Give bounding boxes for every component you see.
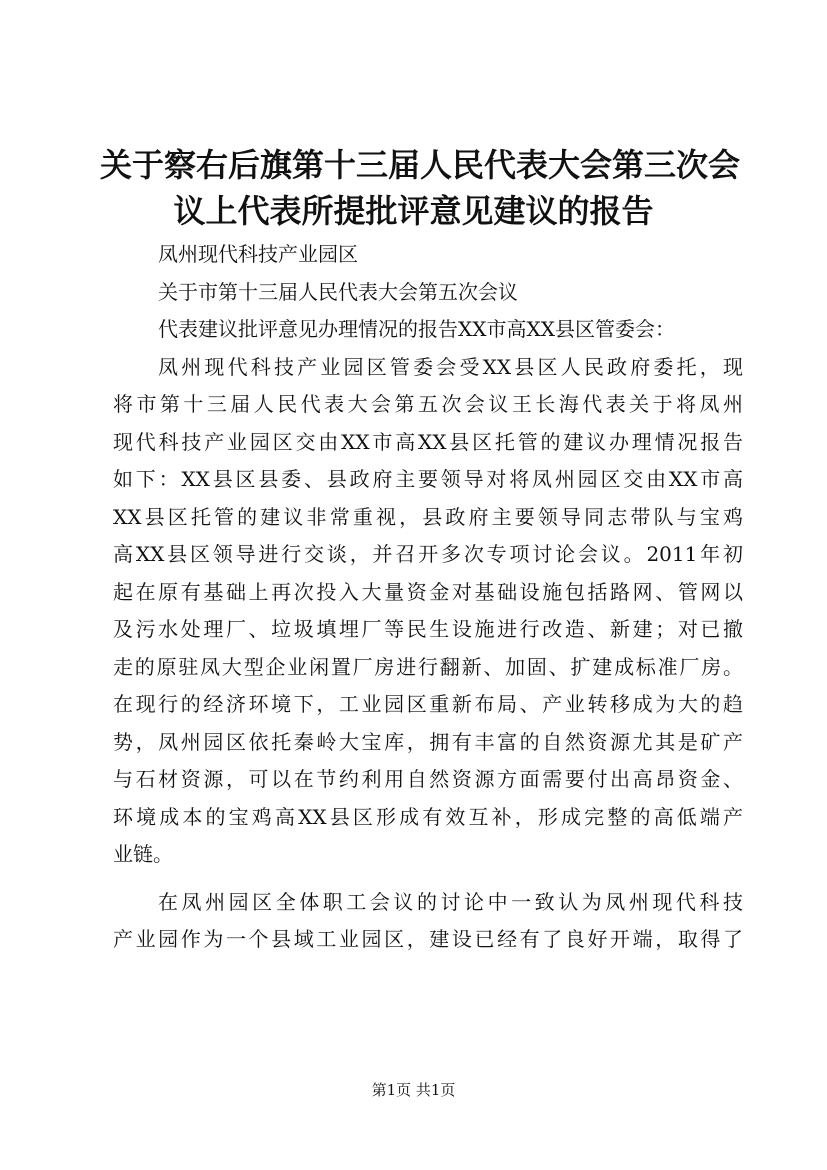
organization-line: 凤州现代科技产业园区: [158, 242, 358, 266]
paragraph-line: 在凤州园区全体职工会议的讨论中一致认为凤州现代科技: [158, 889, 743, 914]
paragraph-line: 业链。: [113, 842, 173, 866]
paragraph-line: 将市第十三届人民代表大会第五次会议王长海代表关于将凤州: [113, 392, 743, 416]
document-body: [113, 236, 743, 959]
paragraph-line: 环境成本的宝鸡高XX县区形成有效互补，形成完整的高低端产: [113, 804, 743, 829]
paragraph-line: 势，凤州园区依托秦岭大宝库，拥有丰富的自然资源尤其是矿产: [113, 729, 743, 754]
paragraph-line: 产业园作为一个县域工业园区，建设已经有了良好开端，取得了: [113, 927, 743, 951]
paragraph-line: 及污水处理厂、垃圾填埋厂等民生设施进行改造、新建；对已撤: [113, 617, 743, 641]
paragraph-line: 凤州现代科技产业园区管委会受XX县区人民政府委托，现: [158, 354, 743, 379]
title-line-1: 关于察右后旗第十三届人民代表大会第三次会: [100, 146, 741, 184]
report-heading-line: 代表建议批评意见办理情况的报告XX市高XX县区管委会：: [158, 317, 675, 341]
page-footer: 第1页 共1页: [371, 1081, 456, 1099]
paragraph-line: XX县区托管的建议非常重视，县政府主要领导同志带队与宝鸡: [113, 504, 743, 529]
paragraph-line: 如下：XX县区县委、县政府主要领导对将凤州园区交由XX市高: [113, 467, 743, 491]
paragraph-line: 高XX县区领导进行交谈，并召开多次专项讨论会议。2011年初: [113, 542, 743, 566]
document-title: [100, 142, 741, 234]
paragraph-line: 在现行的经济环境下，工业园区重新布局、产业转移成为大的趋: [113, 692, 743, 716]
subject-line: 关于市第十三届人民代表大会第五次会议: [158, 279, 518, 304]
paragraph-line: 与石材资源，可以在节约利用自然资源方面需要付出高昂资金、: [113, 767, 743, 791]
title-line-2: 议上代表所提批评意见建议的报告: [173, 192, 654, 230]
paragraph-line: 起在原有基础上再次投入大量资金对基础设施包括路网、管网以: [113, 579, 743, 604]
paragraph-line: 现代科技产业园区交由XX市高XX县区托管的建议办理情况报告: [113, 429, 743, 454]
paragraph-line: 走的原驻凤大型企业闲置厂房进行翻新、加固、扩建成标准厂房。: [113, 654, 743, 679]
